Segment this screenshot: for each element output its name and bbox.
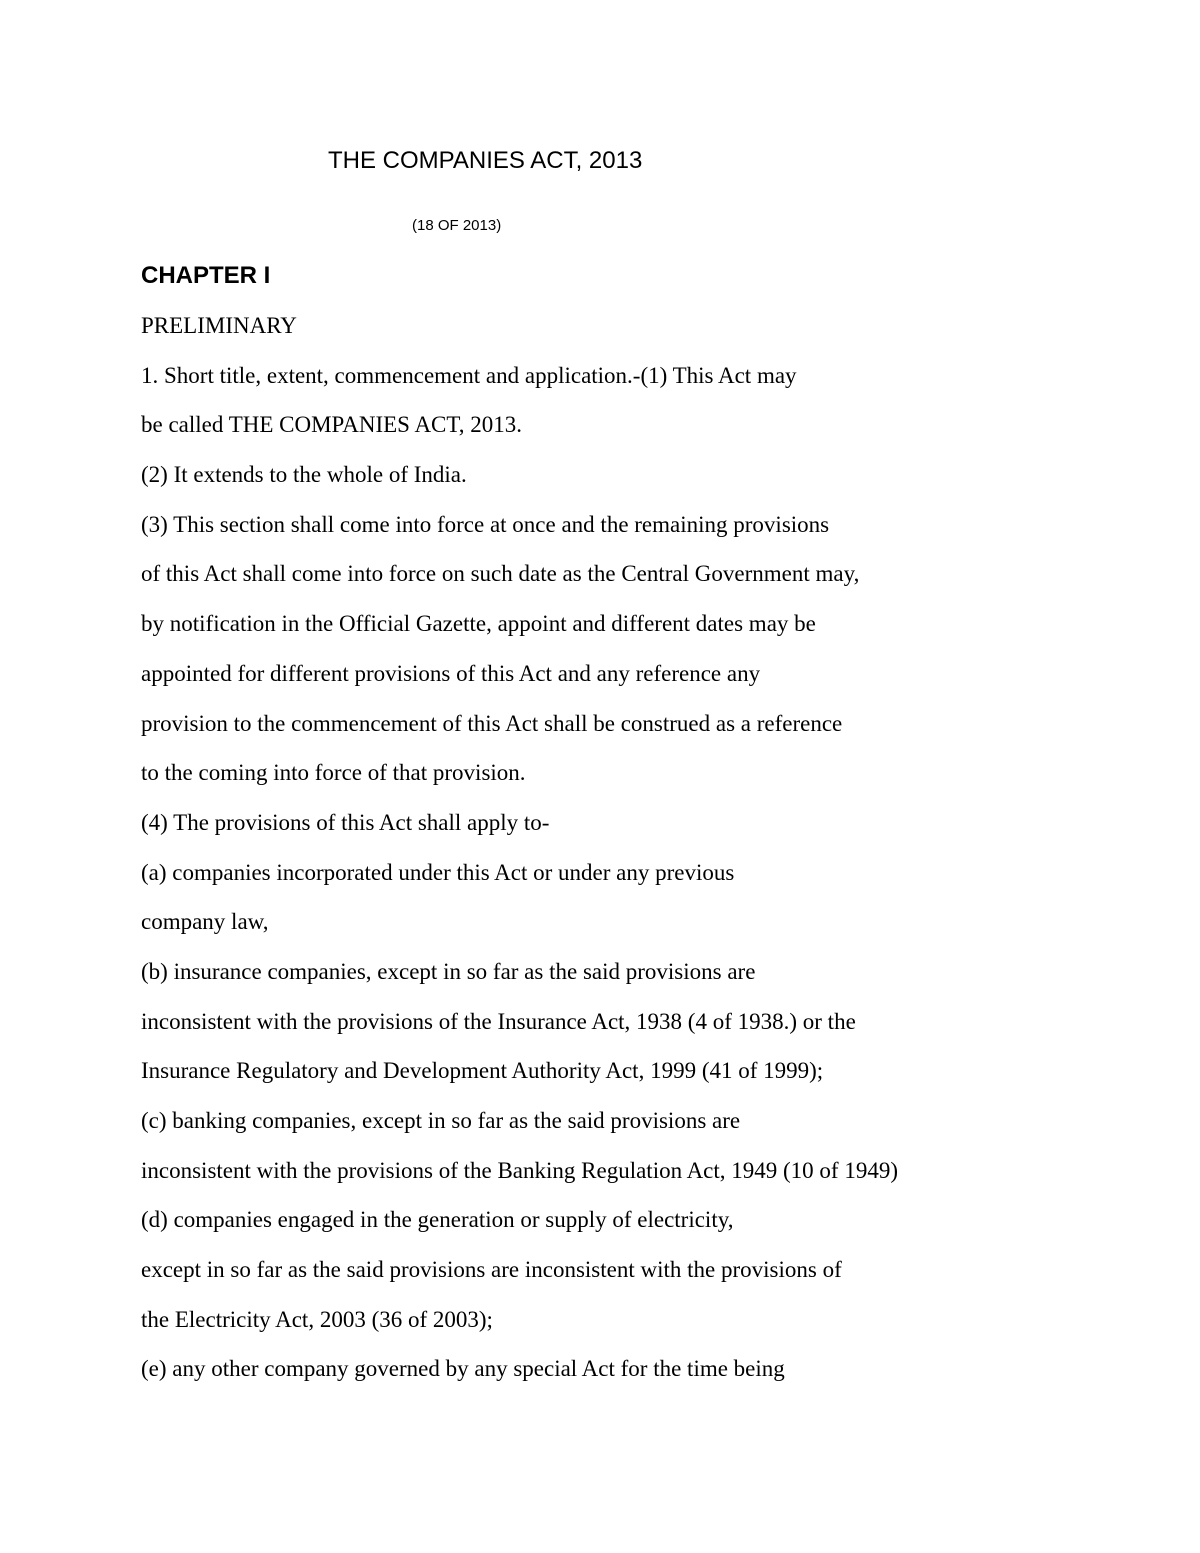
act-number: (18 OF 2013) — [412, 217, 502, 234]
body-line: company law, — [141, 909, 269, 935]
body-line: (2) It extends to the whole of India. — [141, 462, 467, 488]
body-line: (3) This section shall come into force at once and the remaining provisions — [141, 511, 830, 537]
body-line: the Electricity Act, 2003 (36 of 2003); — [141, 1306, 493, 1332]
body-line: inconsistent with the provisions of the Banking Regulation Act, 1949 (10 of 1949) — [141, 1157, 899, 1183]
body-line: to the coming into force of that provision. — [141, 760, 526, 786]
body-line: PRELIMINARY — [141, 313, 297, 338]
body-line: appointed for different provisions of this Act and any reference any — [141, 660, 761, 686]
body-line: inconsistent with the provisions of the Insurance Act, 1938 (4 of 1938.) or the — [141, 1008, 856, 1034]
chapter-heading: CHAPTER I — [141, 262, 271, 289]
document-title: THE COMPANIES ACT, 2013 — [328, 147, 643, 174]
body-line: (4) The provisions of this Act shall apply to- — [141, 809, 550, 835]
body-line: of this Act shall come into force on such date as the Central Government may, — [141, 561, 860, 587]
body-line: (d) companies engaged in the generation or supply of electricity, — [141, 1207, 734, 1233]
body-line: provision to the commencement of this Act shall be construed as a reference — [141, 710, 843, 736]
body-line: except in so far as the said provisions are inconsistent with the provisions of — [141, 1257, 842, 1283]
body-line: (a) companies incorporated under this Act or under any previous — [141, 859, 735, 885]
body-line: (e) any other company governed by any special Act for the time being — [141, 1356, 785, 1382]
body-line: 1. Short title, extent, commencement and application.-(1) This Act may — [141, 362, 797, 388]
body-line: (c) banking companies, except in so far as the said provisions are — [141, 1108, 741, 1133]
document-body — [141, 301, 1141, 1394]
body-line: Insurance Regulatory and Development Authority Act, 1999 (41 of 1999); — [141, 1058, 824, 1084]
body-line: be called THE COMPANIES ACT, 2013. — [141, 412, 522, 438]
body-line: by notification in the Official Gazette, appoint and different dates may be — [141, 611, 816, 637]
body-line: (b) insurance companies, except in so far as the said provisions are — [141, 958, 756, 984]
